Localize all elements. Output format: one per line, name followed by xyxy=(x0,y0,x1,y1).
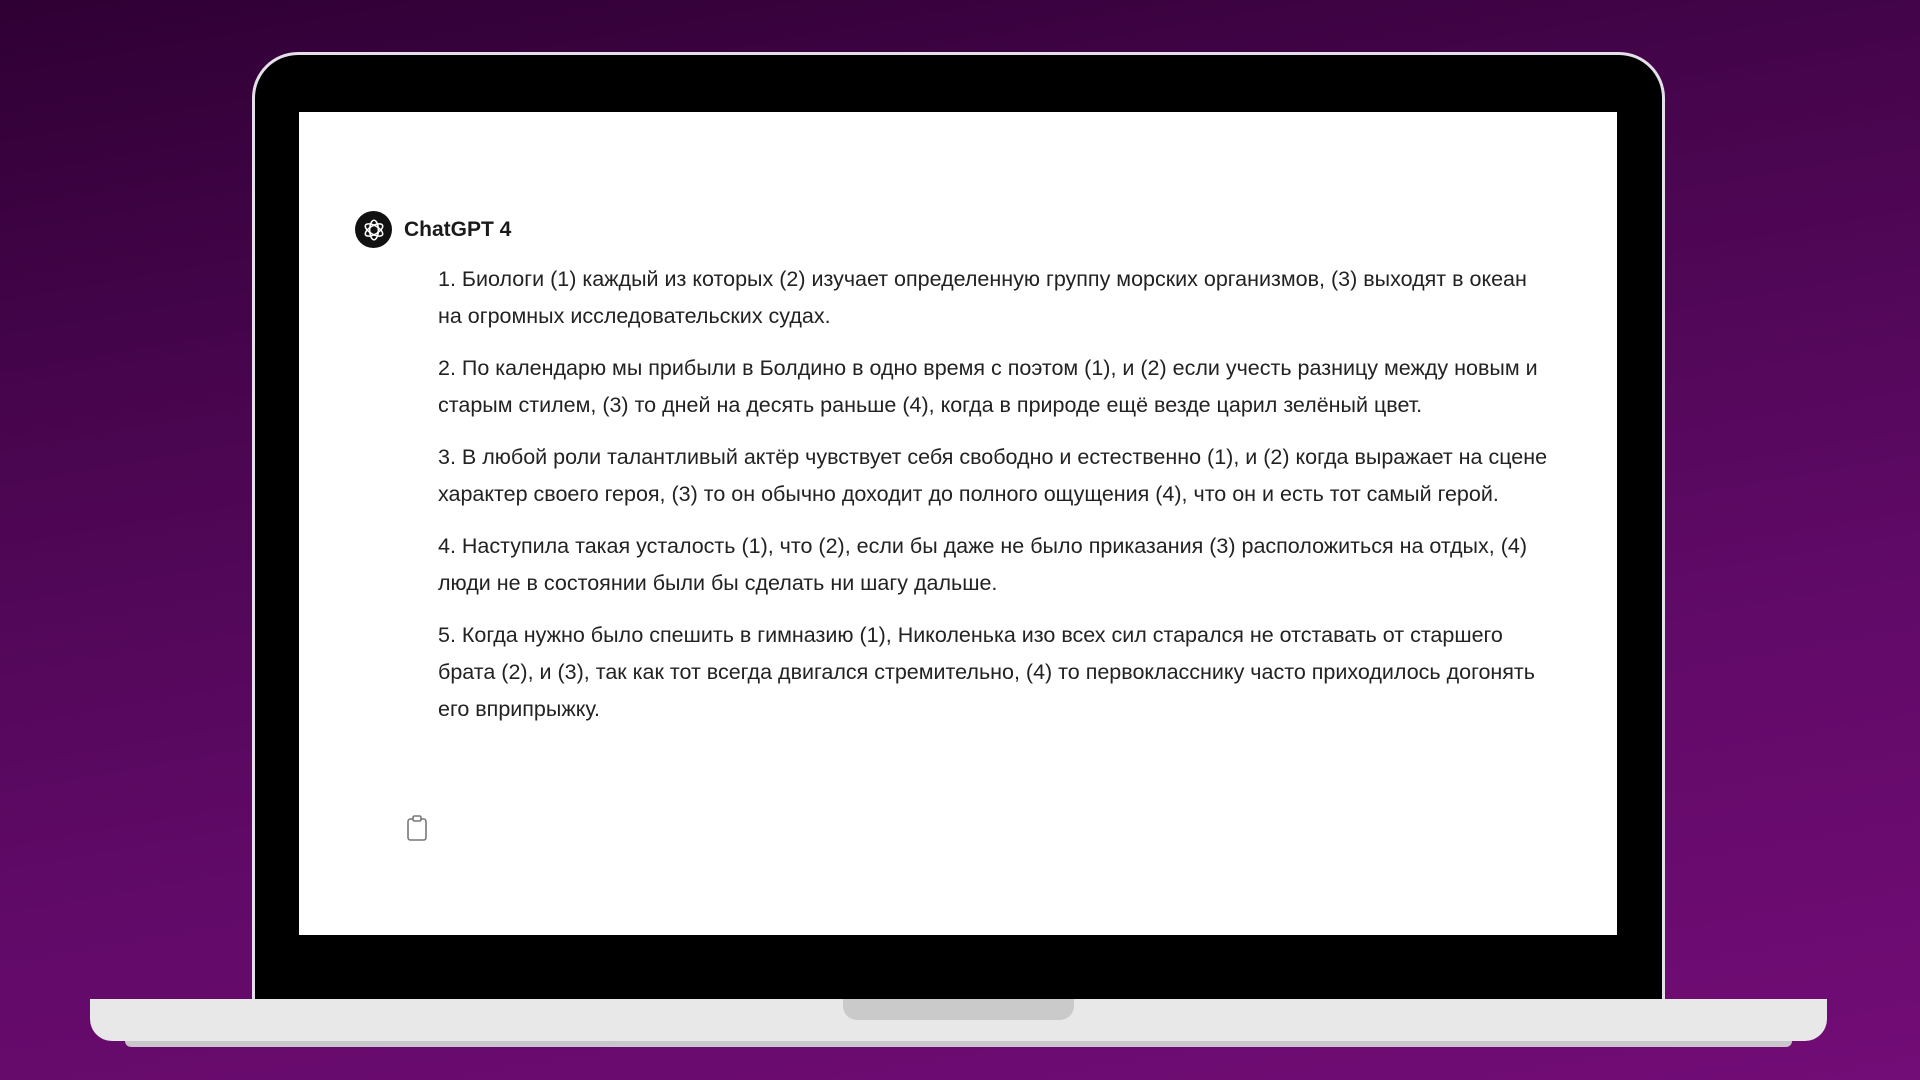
list-item: 5. Когда нужно было спешить в гимназию (1), Николенька изо всех сил старался не отставать от старшего брата (2), и (3), так как тот всегда двигался стремительно, (4) то первокласснику часто приходилось догонять его вприпрыжку. xyxy=(438,623,1535,721)
list-item: 4. Наступила такая усталость (1), что (2), если бы даже не было приказания (3) расположиться на отдых, (4) люди не в состоянии были бы сделать ни шагу дальше. xyxy=(438,534,1527,595)
message-content xyxy=(438,261,1548,743)
message-header xyxy=(355,211,511,248)
clipboard-icon xyxy=(405,814,429,842)
laptop-base-foot xyxy=(125,1041,1792,1047)
model-name: ChatGPT 4 xyxy=(404,217,512,241)
list-item: 2. По календарю мы прибыли в Болдино в одно время с поэтом (1), и (2) если учесть разницу между новым и старым стилем, (3) то дней на десять раньше (4), когда в природе ещё везде царил зелёный цвет. xyxy=(438,356,1538,417)
openai-logo-icon xyxy=(355,211,392,248)
list-item: 1. Биологи (1) каждый из которых (2) изучает определенную группу морских организмов, (3) выходят в океан на огромных исследовательских судах. xyxy=(438,267,1527,328)
copy-button[interactable] xyxy=(405,814,429,842)
list-item: 3. В любой роли талантливый актёр чувствует себя свободно и естественно (1), и (2) когда выражает на сцене характер своего героя, (3) то он обычно доходит до полного ощущения (4), что он и есть тот самый герой. xyxy=(438,445,1548,506)
laptop-notch xyxy=(843,999,1074,1020)
